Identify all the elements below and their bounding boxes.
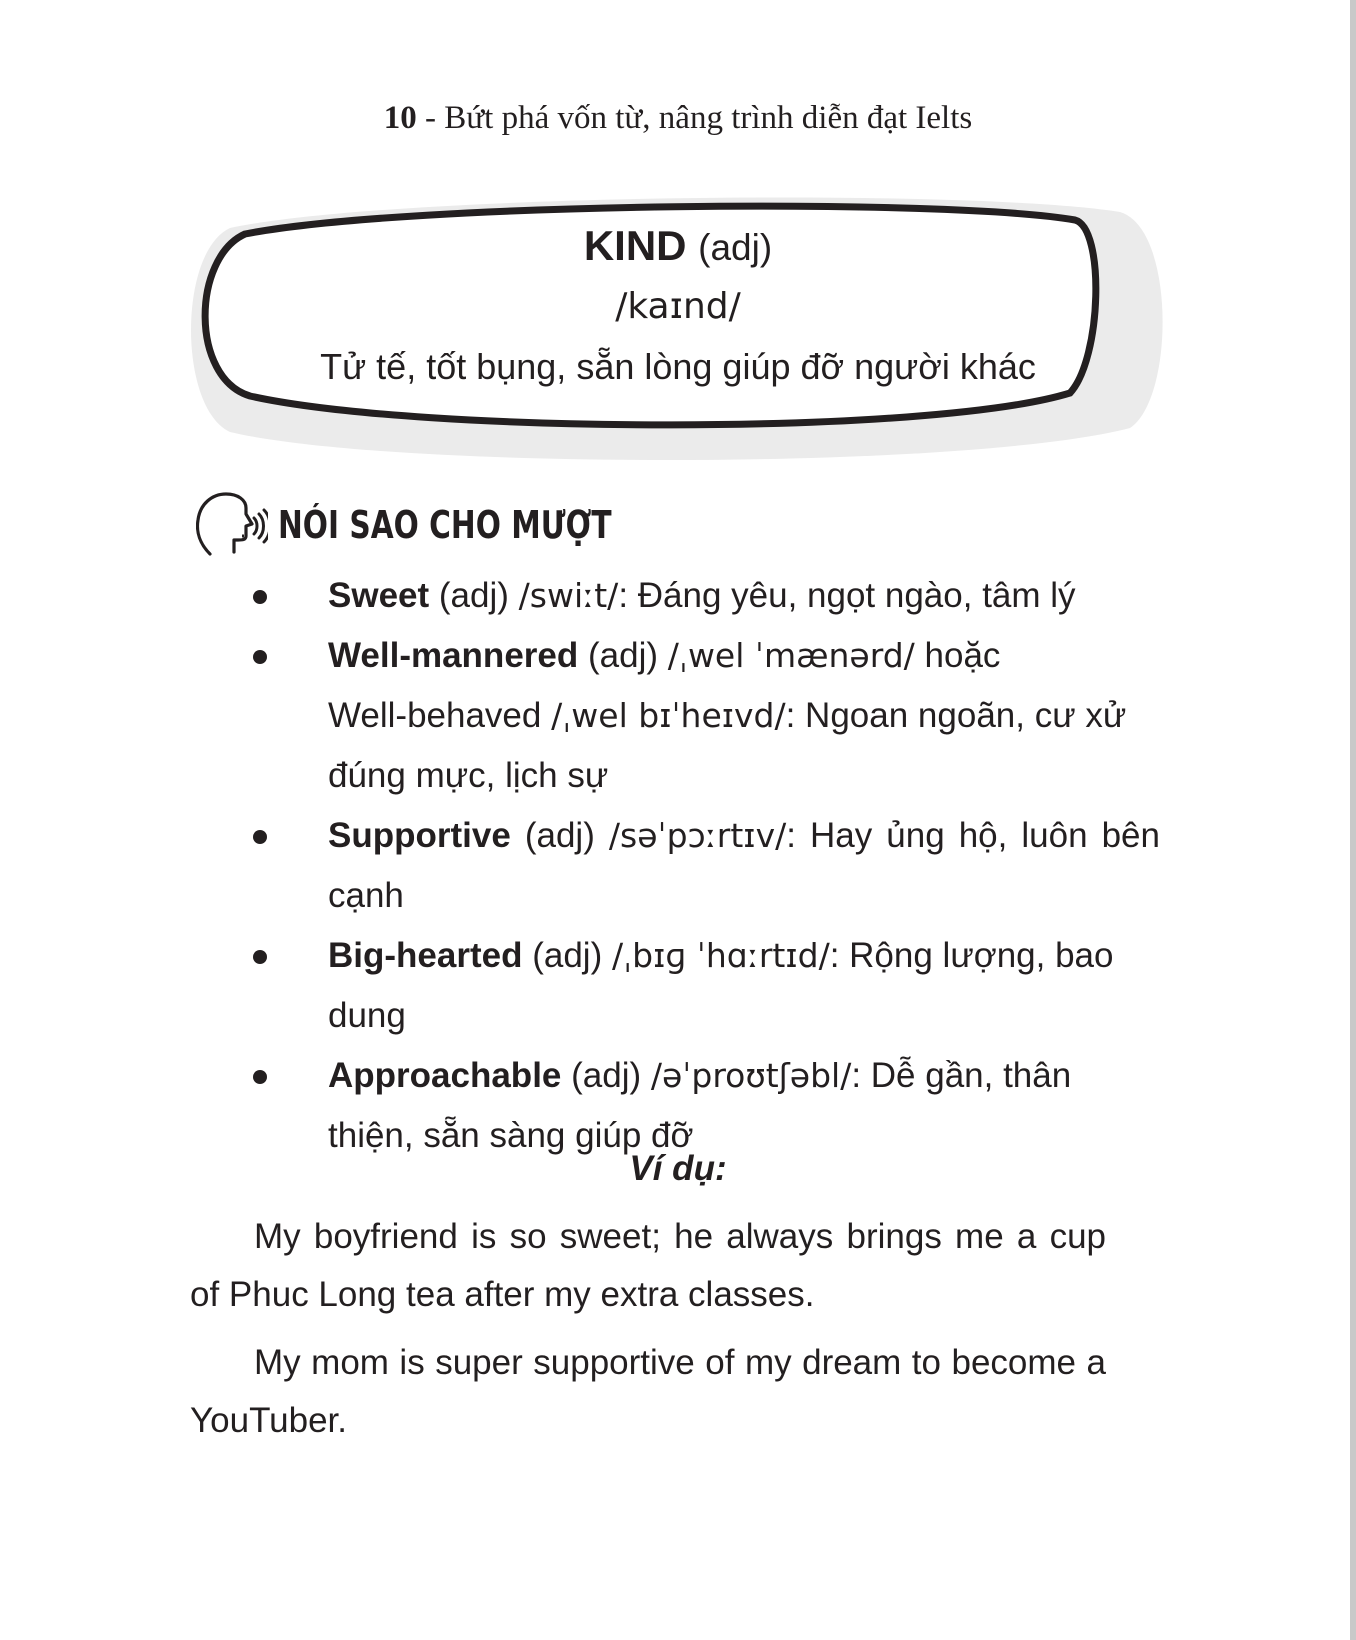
example-sentence: My boyfriend is so sweet; he always brings me a cup of Phuc Long tea after my extra classes. bbox=[190, 1217, 1106, 1314]
vocab-alt-ipa: /ˌwel bɪˈheɪvd/ bbox=[551, 696, 786, 735]
vocab-ipa: /ˌwel ˈmænərd/ bbox=[667, 636, 915, 675]
bullet-dot bbox=[253, 650, 267, 664]
vocab-connector: hoặc bbox=[914, 636, 1001, 675]
headword-meaning: Tử tế, tốt bụng, sẵn lòng giúp đỡ người khác bbox=[320, 346, 1036, 387]
vocab-meaning: : Rộng lượng, bao dung bbox=[328, 936, 1114, 1035]
example-label: Ví dụ: bbox=[629, 1149, 727, 1188]
page-number: 10 bbox=[383, 100, 417, 136]
vocab-term: Sweet bbox=[328, 576, 430, 615]
vocab-pos: (adj) bbox=[571, 1056, 642, 1095]
book-title: Bứt phá vốn từ, nâng trình diễn đạt Ielts bbox=[444, 100, 973, 136]
vocab-term: Well-mannered bbox=[328, 636, 579, 675]
bullet-dot bbox=[253, 1070, 267, 1084]
headword-ipa: /kaɪnd/ bbox=[615, 286, 741, 327]
vocab-term: Supportive bbox=[328, 816, 511, 855]
vocab-pos: (adj) bbox=[532, 936, 603, 975]
running-header bbox=[0, 100, 1356, 137]
header-separator: - bbox=[416, 100, 445, 136]
headword-card bbox=[190, 188, 1166, 466]
page-edge-shadow bbox=[1350, 0, 1356, 1640]
speaking-head-icon bbox=[196, 492, 268, 558]
bullet-dot bbox=[253, 830, 267, 844]
vocab-pos: (adj) bbox=[438, 576, 509, 615]
vocab-meaning: : Dễ gần, thân thiện, sẵn sàng giúp đỡ bbox=[328, 1056, 1072, 1155]
headword-pos: (adj) bbox=[698, 227, 773, 268]
headword-line bbox=[190, 218, 1166, 276]
bullet-dot bbox=[253, 590, 267, 604]
vocab-meaning: : Hay ủng hộ, luôn bên cạnh bbox=[328, 816, 1160, 915]
vocab-ipa: /swiːt/ bbox=[518, 576, 619, 615]
vocab-pos: (adj) bbox=[524, 816, 595, 855]
vocab-meaning: : Đáng yêu, ngọt ngào, tâm lý bbox=[618, 576, 1076, 615]
vocab-pos: (adj) bbox=[587, 636, 659, 675]
vocab-ipa: /səˈpɔːrtɪv/ bbox=[608, 816, 787, 855]
vocab-item-well-mannered bbox=[250, 626, 1160, 806]
vocab-item-supportive bbox=[250, 806, 1160, 926]
section-heading bbox=[196, 490, 706, 560]
vocab-term: Approachable bbox=[328, 1056, 562, 1095]
section-title: NÓI SAO CHO MƯỢT bbox=[278, 503, 612, 547]
example-sentence: My mom is super supportive of my dream to become a YouTuber. bbox=[190, 1343, 1106, 1440]
headword: KIND bbox=[583, 222, 687, 269]
bullet-dot bbox=[253, 950, 267, 964]
vocab-list bbox=[250, 566, 1160, 1166]
vocab-term: Big-hearted bbox=[328, 936, 523, 975]
vocab-ipa: /ˌbɪɡ ˈhɑːrtɪd/ bbox=[611, 936, 830, 975]
vocab-item-sweet bbox=[250, 566, 1160, 626]
vocab-meaning: : Ngoan ngoãn, cư xử đúng mực, lịch sự bbox=[328, 696, 1127, 795]
vocab-alt-term: Well-behaved bbox=[328, 696, 542, 735]
vocab-ipa: /əˈproʊtʃəbl/ bbox=[650, 1056, 852, 1095]
vocab-item-big-hearted bbox=[250, 926, 1160, 1046]
